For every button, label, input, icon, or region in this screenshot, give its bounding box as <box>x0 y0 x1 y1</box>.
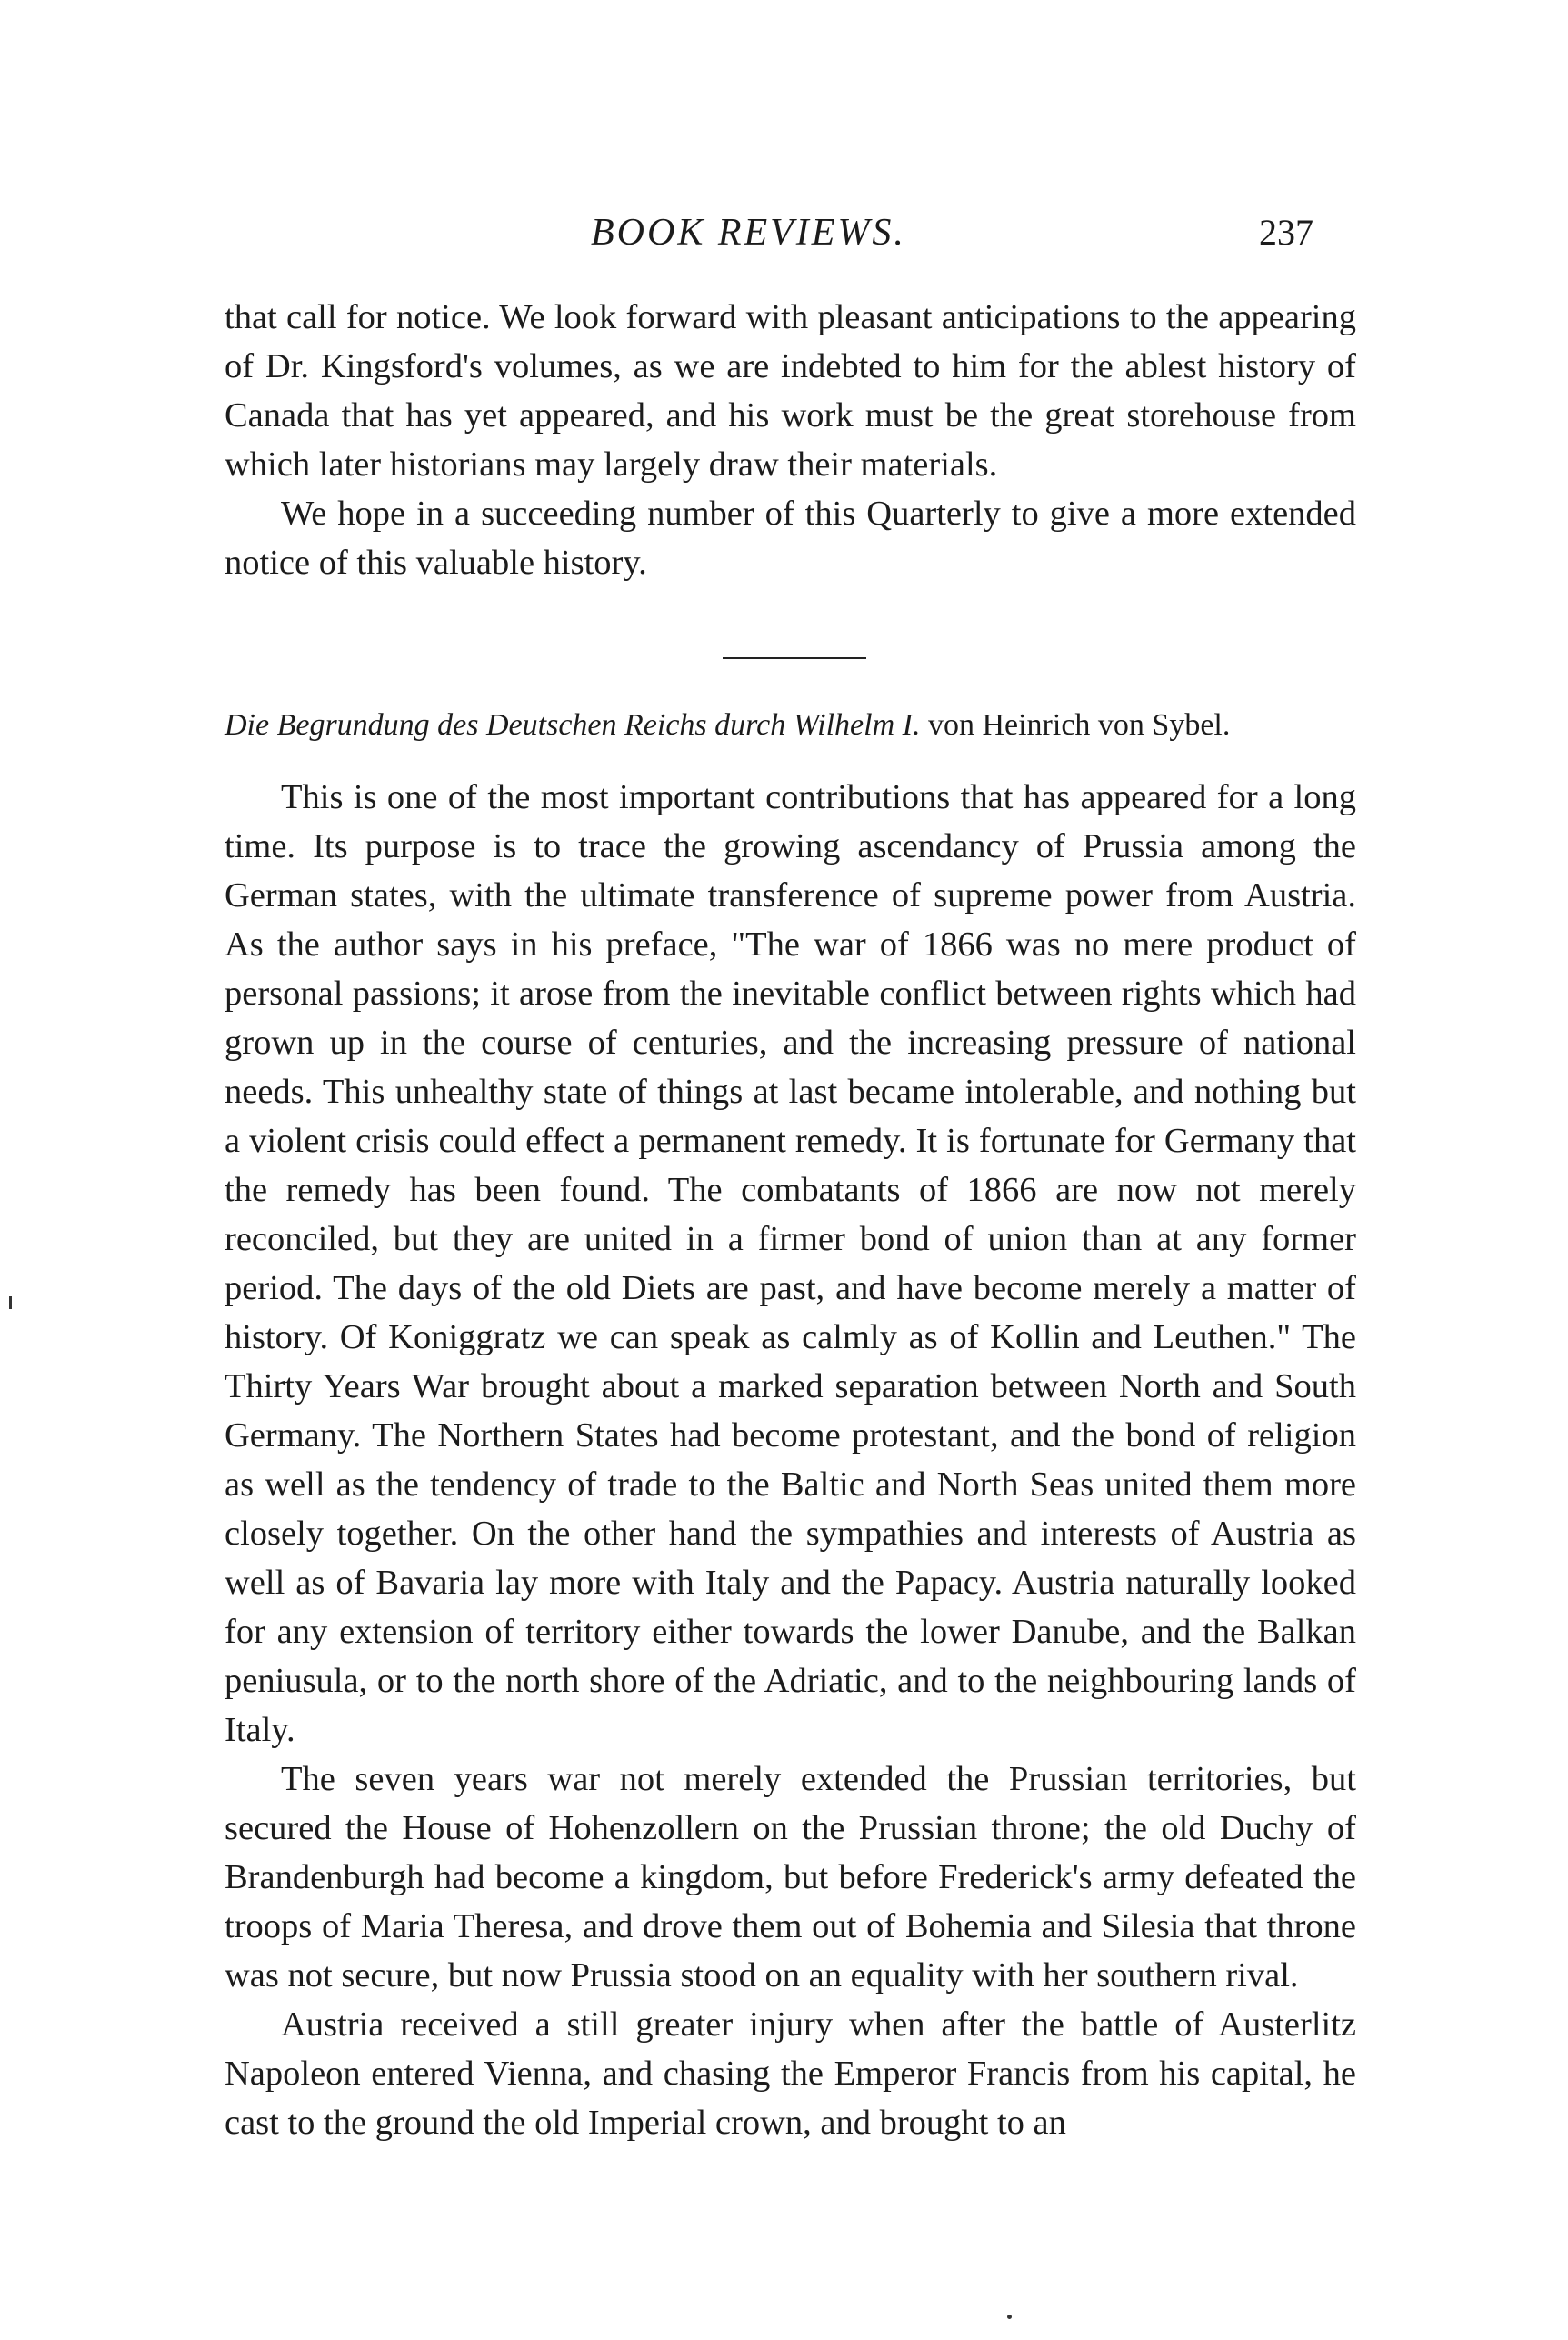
review-citation <box>225 705 1356 745</box>
review-text <box>225 773 1356 2147</box>
margin-mark <box>9 1296 12 1309</box>
reviewed-work-author: von Heinrich von Sybel. <box>927 708 1231 742</box>
section-divider <box>723 657 866 659</box>
paragraph: Austria received a still greater injury when after the battle of Austerlitz Napoleon entered Vienna, and chasing the Emperor Francis from his capital, he cast to the ground the old Imperial crown, and brought to an <box>225 2005 1356 2142</box>
paragraph: This is one of the most important contributions that has appeared for a long time. Its purpose is to trace the growing ascendancy of Prussia among the German states, with the ultimate transference of supreme power from Austria. As the author says in his preface, "The war of 1866 was no mere product of personal passions; it arose from the inevitable conflict between rights which had grown up in the course of centuries, and the increasing pressure of national needs. This unhealthy state of things at last became intolerable, and nothing but a violent crisis could effect a permanent remedy. It is fortunate for Germany that the remedy has been found. The combatants of 1866 are now not merely reconciled, but they are united in a firmer bond of union than at any former period. The days of the old Diets are past, and have become merely a matter of history. Of Koniggratz we can speak as calmly as of Kollin and Leuthen." The Thirty Years War brought about a marked separation between North and South Germany. The Northern States had become protestant, and the bond of religion as well as the tendency of trade to the Baltic and North Seas united them more closely together. On the other hand the sympathies and interests of Austria as well as of Bavaria lay more with Italy and the Papacy. Austria naturally looked for any extension of territory either towards the lower Danube, and the Balkan peniusula, or to the north shore of the Adriatic, and to the neighbouring lands of Italy. <box>225 778 1356 1749</box>
previous-review-text <box>225 293 1356 587</box>
reviewed-work-title: Die Begrundung des Deutschen Reichs durch Wilhelm I. <box>225 708 921 742</box>
page-number: 237 <box>1259 212 1313 253</box>
running-header <box>0 211 1568 265</box>
paragraph: We hope in a succeeding number of this Quarterly to give a more extended notice of this valuable history. <box>225 495 1356 582</box>
running-title: BOOK REVIEWS. <box>591 212 906 254</box>
paragraph: that call for notice. We look forward with pleasant anticipations to the appearing of Dr. Kingsford's volumes, as we are indebted to him for the ablest history of Canada that has yet appeared, and his work must be the great storehouse from which later historians may largely draw their materials. <box>225 298 1356 484</box>
paragraph: The seven years war not merely extended the Prussian territories, but secured the House of Hohenzollern on the Prussian throne; the old Duchy of Brandenburgh had become a kingdom, but before Frederick's army defeated the troops of Maria Theresa, and drove them out of Bohemia and Silesia that throne was not secure, but now Prussia stood on an equality with her southern rival. <box>225 1760 1356 1995</box>
print-speck <box>1007 2315 1012 2319</box>
